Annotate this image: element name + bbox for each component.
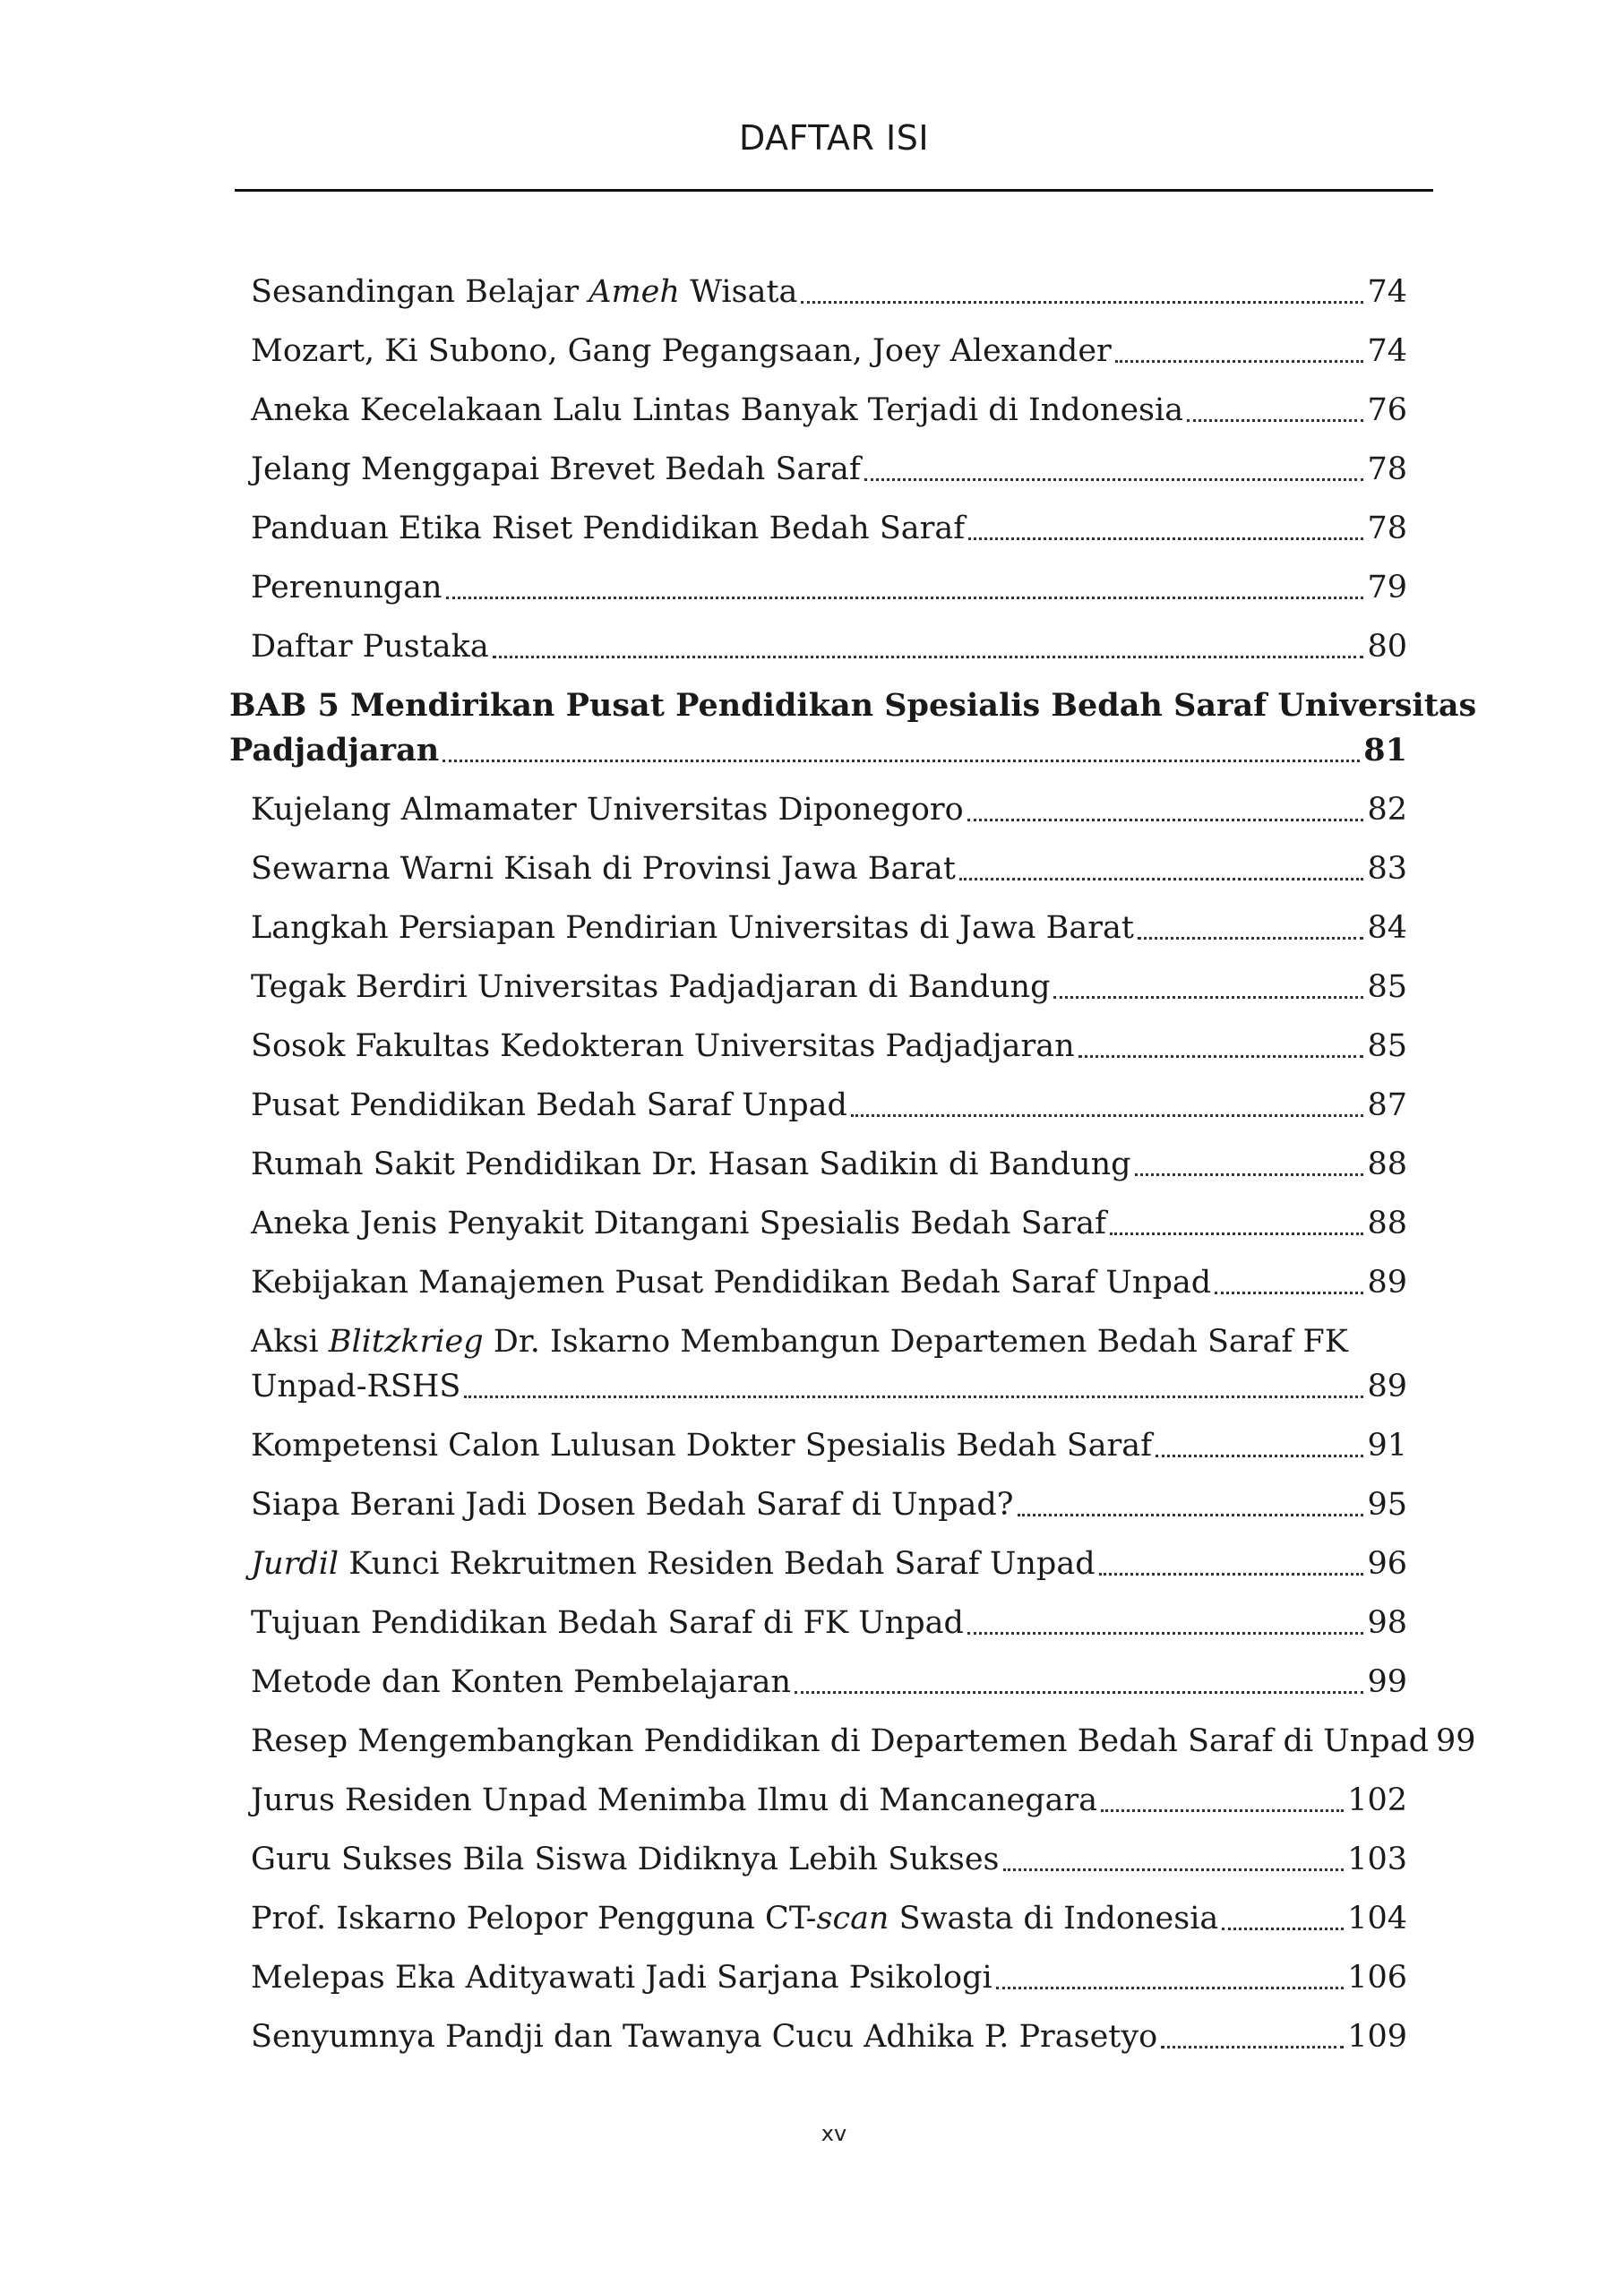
toc-entry[interactable] xyxy=(251,505,1407,552)
toc-entry-page: 80 xyxy=(1367,629,1407,665)
toc-entry-page: 99 xyxy=(1367,1664,1407,1700)
dot-leader xyxy=(864,478,1364,481)
toc-entry-first-line[interactable]: Aksi Blitzkrieg Dr. Iskarno Membangun Departemen Bedah Saraf FK xyxy=(251,1324,1348,1360)
toc-entry-page: 74 xyxy=(1367,333,1407,369)
toc-entry-title: Senyumnya Pandji dan Tawanya Cucu Adhika P. Prasetyo xyxy=(251,2019,1158,2055)
dot-leader xyxy=(996,1987,1344,1989)
dot-leader xyxy=(1156,1455,1363,1457)
toc-entry-title: Aneka Kecelakaan Lalu Lintas Banyak Terjadi di Indonesia xyxy=(251,392,1184,428)
toc-entry-title: Prof. Iskarno Pelopor Pengguna CT-scan Swasta di Indonesia xyxy=(251,1901,1219,1937)
page-title: DAFTAR ISI xyxy=(738,118,930,158)
toc-entry[interactable] xyxy=(251,1541,1407,1587)
dot-leader xyxy=(967,1632,1364,1635)
toc-entry-page: 104 xyxy=(1347,1901,1407,1937)
dot-leader xyxy=(1215,1292,1363,1294)
toc-entry-page: 106 xyxy=(1347,1960,1407,1996)
toc-entry[interactable] xyxy=(251,446,1407,493)
toc-entry-page: 79 xyxy=(1367,570,1407,605)
toc-entry-page: 78 xyxy=(1367,451,1407,487)
toc-entry-title: Resep Mengembangkan Pendidikan di Departemen Bedah Saraf di Unpad xyxy=(251,1723,1429,1759)
dot-leader xyxy=(493,656,1364,658)
toc-entry[interactable] xyxy=(251,1422,1407,1469)
toc-entry-page: 85 xyxy=(1367,1028,1407,1064)
toc-entry-title: Aneka Jenis Penyakit Ditangani Spesialis Bedah Saraf xyxy=(251,1206,1106,1241)
dot-leader xyxy=(968,537,1363,540)
toc-entry-title: Sesandingan Belajar Ameh Wisata xyxy=(251,274,798,310)
toc-entry[interactable] xyxy=(251,1895,1407,1942)
toc-entry-page: 91 xyxy=(1367,1428,1407,1464)
toc-entry-title: Kebijakan Manajemen Pusat Pendidikan Bedah Saraf Unpad xyxy=(251,1265,1212,1301)
toc-entry-page: 109 xyxy=(1347,2019,1407,2055)
dot-leader xyxy=(1187,419,1363,422)
toc-entry-title: Jelang Menggapai Brevet Bedah Saraf xyxy=(251,451,861,487)
toc-entry-title: Kompetensi Calon Lulusan Dokter Spesialis Bedah Saraf xyxy=(251,1428,1153,1464)
toc-entry[interactable] xyxy=(251,269,1407,315)
toc-entry[interactable] xyxy=(251,1718,1476,1765)
toc-entry[interactable] xyxy=(251,1259,1407,1306)
toc-entry-page: 103 xyxy=(1347,1842,1407,1877)
toc-entry[interactable] xyxy=(251,905,1407,951)
toc-entry-title: Sosok Fakultas Kedokteran Universitas Padjadjaran xyxy=(251,1028,1075,1064)
dot-leader xyxy=(1161,2046,1344,2048)
toc-entry-title: Jurus Residen Unpad Menimba Ilmu di Mancanegara xyxy=(251,1782,1098,1818)
toc-entry-title: Pusat Pendidikan Bedah Saraf Unpad xyxy=(251,1087,847,1123)
dot-leader xyxy=(959,878,1363,880)
toc-entry[interactable] xyxy=(251,623,1407,670)
dot-leader xyxy=(967,819,1364,821)
toc-entry[interactable] xyxy=(251,1954,1407,2001)
toc-entry-title: Daftar Pustaka xyxy=(251,629,489,665)
toc-entry-page: 102 xyxy=(1347,1782,1407,1818)
toc-entry[interactable] xyxy=(251,1600,1407,1646)
toc-entry-title: Sewarna Warni Kisah di Provinsi Jawa Barat xyxy=(251,851,956,887)
dot-leader xyxy=(1099,1573,1364,1576)
toc-entry-page: 87 xyxy=(1367,1087,1407,1123)
toc-entry-title: Mozart, Ki Subono, Gang Pegangsaan, Joey Alexander xyxy=(251,333,1112,369)
toc-entry-title: Siapa Berani Jadi Dosen Bedah Saraf di Unpad? xyxy=(251,1487,1014,1523)
toc-entry-page: 78 xyxy=(1367,511,1407,546)
toc-entry-title: Panduan Etika Riset Pendidikan Bedah Saraf xyxy=(251,511,966,546)
toc-entry[interactable] xyxy=(251,1836,1407,1883)
toc-entry[interactable] xyxy=(251,964,1407,1010)
toc-entry[interactable] xyxy=(251,328,1407,374)
toc-entry-title: Metode dan Konten Pembelajaran xyxy=(251,1664,792,1700)
toc-entry[interactable] xyxy=(251,1363,1407,1410)
toc-entry-page: 84 xyxy=(1367,910,1407,946)
dot-leader xyxy=(1053,996,1363,999)
toc-entry[interactable] xyxy=(251,1481,1407,1528)
toc-entry-page: 95 xyxy=(1367,1487,1407,1523)
dot-leader xyxy=(1101,1809,1344,1812)
toc-entry-page: 85 xyxy=(1367,969,1407,1005)
toc-entry-page: 82 xyxy=(1367,792,1407,828)
chapter-title: Padjadjaran xyxy=(229,732,440,769)
dot-leader xyxy=(801,301,1363,304)
dot-leader xyxy=(1115,360,1364,363)
toc-entry-page: 99 xyxy=(1435,1723,1476,1759)
toc-entry-page: 88 xyxy=(1367,1206,1407,1241)
dot-leader xyxy=(443,760,1360,762)
toc-entry[interactable] xyxy=(251,387,1407,434)
toc-entry[interactable] xyxy=(251,1082,1407,1129)
chapter-page: 81 xyxy=(1363,732,1407,769)
toc-entry-page: 89 xyxy=(1367,1369,1407,1404)
chapter-heading[interactable]: BAB 5 Mendirikan Pusat Pendidikan Spesialis Bedah Saraf Universitas xyxy=(229,687,1477,724)
dot-leader xyxy=(1018,1514,1364,1516)
toc-entry[interactable] xyxy=(251,1141,1407,1188)
toc-entry-title: Rumah Sakit Pendidikan Dr. Hasan Sadikin di Bandung xyxy=(251,1146,1131,1182)
toc-entry-title: Perenungan xyxy=(251,570,443,605)
toc-entry-page: 98 xyxy=(1367,1605,1407,1641)
dot-leader xyxy=(446,597,1364,599)
toc-entry-title: Tegak Berdiri Universitas Padjadjaran di Bandung xyxy=(251,969,1051,1005)
dot-leader xyxy=(1078,1055,1364,1058)
dot-leader xyxy=(795,1691,1363,1694)
toc-entry-page: 89 xyxy=(1367,1265,1407,1301)
toc-entry-page: 88 xyxy=(1367,1146,1407,1182)
toc-entry-page: 96 xyxy=(1367,1546,1407,1582)
dot-leader xyxy=(1110,1232,1363,1235)
page-number: xv xyxy=(821,2121,847,2146)
toc-entry[interactable] xyxy=(251,1023,1407,1069)
toc-entry-page: 74 xyxy=(1367,274,1407,310)
toc-entry-title: Langkah Persiapan Pendirian Universitas di Jawa Barat xyxy=(251,910,1134,946)
toc-entry[interactable] xyxy=(251,564,1407,611)
toc-entry[interactable] xyxy=(251,786,1407,833)
chapter-entry[interactable] xyxy=(229,727,1407,774)
toc-entry[interactable] xyxy=(251,1777,1407,1824)
toc-entry-title: Guru Sukses Bila Siswa Didiknya Lebih Sukses xyxy=(251,1842,1000,1877)
dot-leader xyxy=(1003,1868,1345,1871)
toc-entry[interactable] xyxy=(251,1200,1407,1247)
toc-entry-title: Melepas Eka Adityawati Jadi Sarjana Psikologi xyxy=(251,1960,992,1996)
dot-leader xyxy=(851,1114,1364,1117)
toc-entry-title: Jurdil Kunci Rekruitmen Residen Bedah Saraf Unpad xyxy=(251,1546,1096,1582)
dot-leader xyxy=(1135,1173,1364,1176)
dot-leader xyxy=(464,1396,1363,1398)
table-of-contents xyxy=(229,0,1477,2150)
toc-entry[interactable] xyxy=(251,1659,1407,1705)
dot-leader xyxy=(1138,937,1364,940)
toc-entry-title: Tujuan Pendidikan Bedah Saraf di FK Unpad xyxy=(251,1605,964,1641)
toc-entry-page: 83 xyxy=(1367,851,1407,887)
toc-entry[interactable] xyxy=(251,846,1407,892)
toc-entry[interactable] xyxy=(251,2014,1407,2060)
toc-entry-page: 76 xyxy=(1367,392,1407,428)
dot-leader xyxy=(1222,1928,1344,1930)
toc-entry-title: Kujelang Almamater Universitas Diponegoro xyxy=(251,792,964,828)
toc-entry-title: Unpad-RSHS xyxy=(251,1369,461,1404)
